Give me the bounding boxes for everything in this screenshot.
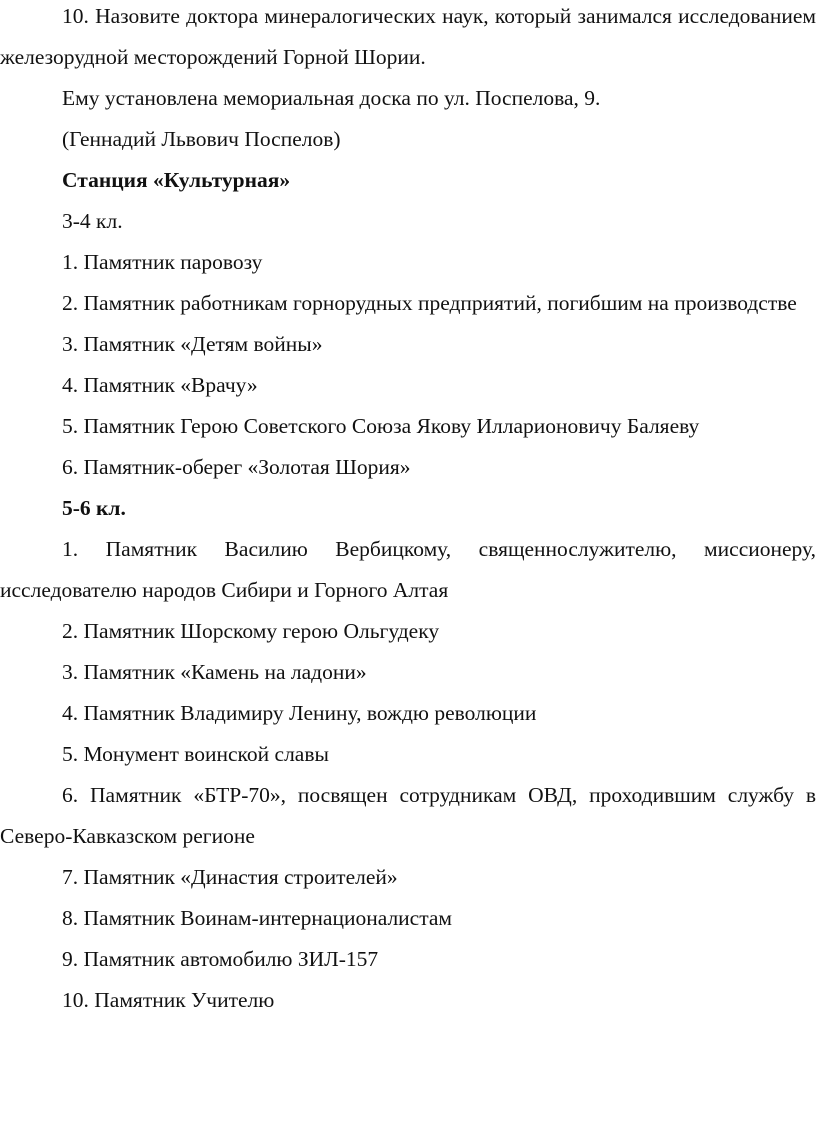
list-item: 1. Памятник Василию Вербицкому, священнослужителю, миссионеру, исследователю народов Сибири и Горного Алтая: [0, 537, 816, 602]
answer-paragraph: (Геннадий Львович Поспелов): [62, 127, 341, 151]
grade-heading-3-4: 3-4 кл.: [62, 209, 123, 233]
list-item: 2. Памятник работникам горнорудных предприятий, погибшим на производстве: [62, 291, 797, 315]
list-item: 3. Памятник «Детям войны»: [62, 332, 323, 356]
list-item: 3. Памятник «Камень на ладони»: [62, 660, 367, 684]
list-item: 10. Памятник Учителю: [62, 988, 275, 1012]
list-item: 2. Памятник Шорскому герою Ольгудеку: [62, 619, 440, 643]
list-item: 8. Памятник Воинам-интернационалистам: [62, 906, 453, 930]
station-heading: Станция «Культурная»: [62, 168, 291, 192]
list-item: 5. Монумент воинской славы: [62, 742, 329, 766]
list-item: 6. Памятник-оберег «Золотая Шория»: [62, 455, 411, 479]
question-paragraph: 10. Назовите доктора минералогических наук, который занимался исследованием железорудной месторождений Горной Шории.: [0, 4, 816, 69]
list-item: 5. Памятник Герою Советского Союза Якову Илларионовичу Баляеву: [62, 414, 700, 438]
list-item: 7. Памятник «Династия строителей»: [62, 865, 398, 889]
list-item: 4. Памятник «Врачу»: [62, 373, 258, 397]
list-item: 1. Памятник паровозу: [62, 250, 263, 274]
grade-heading-5-6: 5-6 кл.: [62, 496, 126, 520]
list-item: 6. Памятник «БТР-70», посвящен сотрудникам ОВД, проходившим службу в Северо-Кавказском регионе: [0, 783, 816, 848]
list-item: 9. Памятник автомобилю ЗИЛ-157: [62, 947, 379, 971]
memorial-plaque-note: Ему установлена мемориальная доска по ул. Поспелова, 9.: [62, 86, 601, 110]
list-item: 4. Памятник Владимиру Ленину, вождю революции: [62, 701, 537, 725]
